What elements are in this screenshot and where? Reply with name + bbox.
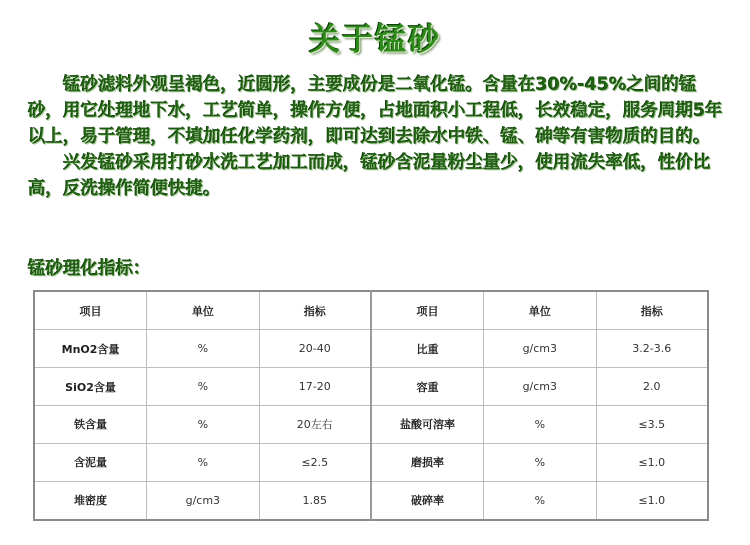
table-cell: 盐酸可溶率 xyxy=(371,405,484,443)
table-cell: MnO2含量 xyxy=(34,330,147,368)
table-cell: g/cm3 xyxy=(484,368,597,406)
table-cell: ≤3.5 xyxy=(596,405,708,443)
table-row xyxy=(34,443,708,481)
table-row xyxy=(34,405,708,443)
table-cell: 20左右 xyxy=(259,405,371,443)
table-cell: 铁含量 xyxy=(34,405,147,443)
table-cell: g/cm3 xyxy=(147,481,260,520)
table-cell: 堆密度 xyxy=(34,481,147,520)
table-cell: ≤1.0 xyxy=(596,481,708,520)
table-header-row xyxy=(34,291,708,330)
table-row xyxy=(34,481,708,520)
table-cell: % xyxy=(484,481,597,520)
table-cell: 磨损率 xyxy=(371,443,484,481)
table-cell: 1.85 xyxy=(259,481,371,520)
table-cell: g/cm3 xyxy=(484,330,597,368)
table-cell: 比重 xyxy=(371,330,484,368)
table-cell: 17-20 xyxy=(259,368,371,406)
page-title: 关于锰砂 xyxy=(309,22,441,58)
header-item: 项目 xyxy=(371,291,484,330)
table-cell: % xyxy=(147,368,260,406)
header-unit: 单位 xyxy=(484,291,597,330)
section-heading: 锰砂理化指标： xyxy=(28,259,151,279)
table-cell: % xyxy=(147,330,260,368)
table-cell: 3.2-3.6 xyxy=(596,330,708,368)
table-cell: 容重 xyxy=(371,368,484,406)
table-cell: SiO2含量 xyxy=(34,368,147,406)
table-cell: 20-40 xyxy=(259,330,371,368)
table-cell: % xyxy=(147,405,260,443)
header-item: 项目 xyxy=(34,291,147,330)
paragraph-2: 兴发锰砂采用打砂水洗工艺加工而成，锰砂含泥量粉尘量少，使用流失率低，性价比高，反洗操作简便快捷。 xyxy=(28,153,711,199)
header-index: 指标 xyxy=(596,291,708,330)
table-cell: 含泥量 xyxy=(34,443,147,481)
table-cell: % xyxy=(484,405,597,443)
table-cell: % xyxy=(147,443,260,481)
paragraph-1: 锰砂滤料外观呈褐色，近圆形，主要成份是二氧化锰。含量在30%-45%之间的锰砂，用它处理地下水，工艺简单，操作方便，占地面积小工程低，长效稳定，服务周期5年以上，易于管理，不填加任化学药剂，即可达到去除水中铁、锰、砷等有害物质的目的。 xyxy=(28,75,723,147)
table-cell: ≤2.5 xyxy=(259,443,371,481)
table-cell: ≤1.0 xyxy=(596,443,708,481)
table-row xyxy=(34,368,708,406)
table-row xyxy=(34,330,708,368)
header-unit: 单位 xyxy=(147,291,260,330)
spec-table xyxy=(33,290,709,521)
table-cell: 2.0 xyxy=(596,368,708,406)
intro-text xyxy=(28,72,728,202)
header-index: 指标 xyxy=(259,291,371,330)
table-cell: 破碎率 xyxy=(371,481,484,520)
table-cell: % xyxy=(484,443,597,481)
